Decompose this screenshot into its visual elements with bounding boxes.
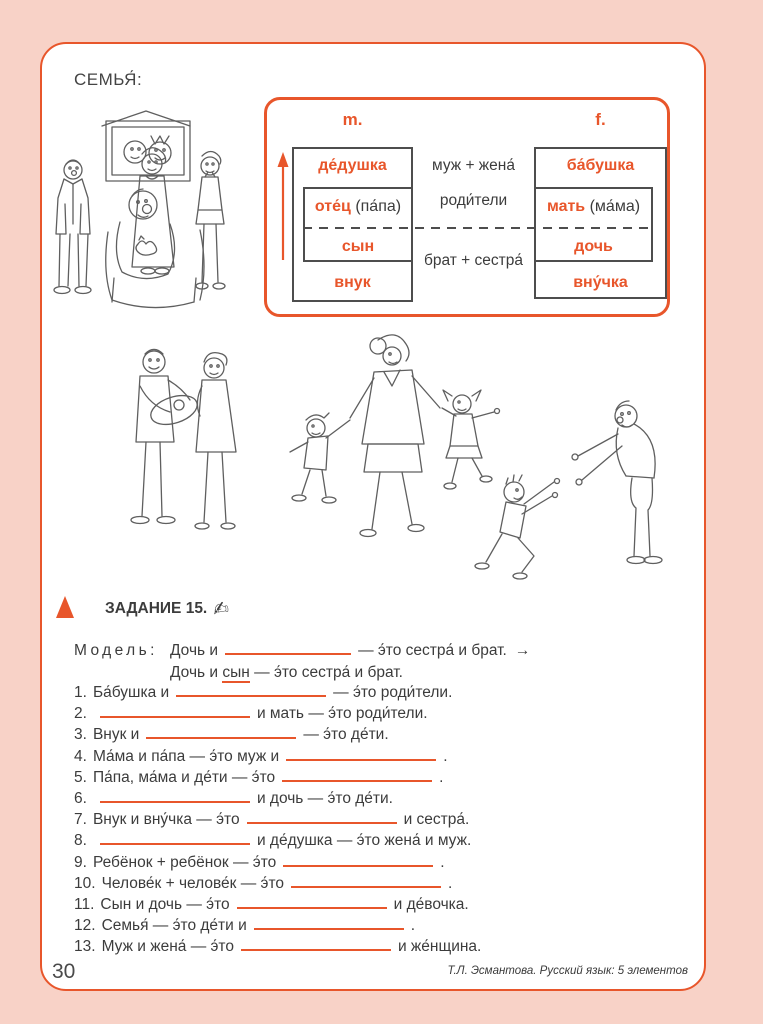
exercise-text-post: . [440,853,445,871]
answer-blank [241,938,391,951]
exercise-text-post: — э́то де́ти. [303,726,389,744]
exercise-item [74,936,481,957]
term-grandfather: де́душка [318,157,387,174]
exercise-text-post: и де́вочка. [393,895,469,913]
exercise-item [74,703,481,724]
term-mother: мать (ма́ма) [546,198,641,215]
exercise-item [74,873,481,894]
answer-blank [282,769,432,782]
exercise-item [74,767,481,788]
model-answer: сын [222,664,250,681]
exercise-text-pre: Ма́ма и па́па — э́то муж и [92,747,280,765]
exercise-text-post: и дочь — э́то де́ти. [256,789,393,807]
footer-credit: Т.Л. Эсмантова. Русский язык: 5 элементов [447,965,688,977]
exercise-item [74,788,481,809]
exercise-item [74,894,481,915]
page-number: 30 [52,960,76,983]
arrow-right-icon: → [514,642,531,659]
exercise-number: 3. [74,726,87,744]
answer-blank [286,748,436,761]
exercise-number: 11. [74,895,95,913]
answer-blank [225,642,351,655]
exercise-text-pre: Семья́ — э́то де́ти и [101,917,247,935]
model-line-1: Дочь и — э́то сестра́ и брат. → [170,642,531,659]
exercise-text-pre: Сын и дочь — э́то [100,895,230,913]
exercise-text-pre: Внук и вну́чка — э́то [92,811,240,829]
term-grandmother: ба́бушка [566,157,635,174]
answer-blank [283,854,433,867]
exercise-text-post: — э́то роди́тели. [333,684,453,701]
term-granddaughter: вну́чка [573,274,628,291]
family-terms-diagram [264,97,670,317]
family-walk-illustration [62,324,702,594]
task-label: ЗАДАНИЕ 15. [105,600,208,617]
exercise-number: 7. [74,811,87,829]
exercise-text-pre: Муж и жена́ — э́то [101,938,234,956]
exercise-text-post: . [439,768,444,786]
exercise-text-pre: Ребёнок + ребёнок — э́то [92,853,277,871]
feminine-header: f. [595,110,606,129]
model-line-2: Дочь и сын — э́то сестра́ и брат. [170,664,403,681]
answer-blank [247,811,397,824]
answer-blank [291,875,441,888]
answer-blank [100,790,250,803]
family-portrait-illustration [50,102,240,314]
answer-blank [100,705,250,718]
writing-hand-icon: ✍ [211,596,231,622]
masculine-header: m. [342,110,363,129]
exercise-text-pre: Ба́бушка и [92,684,170,701]
exercise-number: 5. [74,768,87,786]
page-title: СЕМЬЯ́: [74,70,143,89]
exercise-number: 10. [74,874,96,892]
exercise-list [74,682,481,957]
exercise-item [74,830,481,851]
up-arrow-icon [275,152,291,264]
exercise-item [74,724,481,745]
exercise-item [74,852,481,873]
answer-blank [176,684,326,697]
exercise-text-pre: Внук и [92,726,140,744]
exercise-text-post: . [443,747,448,765]
exercise-number: 6. [74,789,87,807]
term-father: оте́ц (па́па) [314,198,402,215]
term-grandson: внук [334,274,371,291]
exercise-number: 9. [74,853,87,871]
answer-blank [100,832,250,845]
exercise-text-post: . [410,917,416,935]
term-daughter: дочь [574,238,613,255]
exercise-item [74,746,481,767]
label-spouses: муж + жена́ [432,157,515,174]
exercise-text-post: и де́душка — э́то жена́ и муж. [256,832,472,850]
exercise-number: 12. [74,917,96,935]
exercise-text-post: и сестра́. [403,811,470,829]
exercise-text-post: . [448,874,453,892]
exercise-text-post: и мать — э́то роди́тели. [256,705,428,723]
generation-divider-dashed-line [303,227,653,229]
exercise-item [74,682,481,703]
exercise-text-pre: Па́па, ма́ма и де́ти — э́то [92,768,276,786]
exercise-number: 1. [74,684,87,701]
exercise-number: 2. [74,705,87,723]
model-label: Модель: [74,642,158,659]
label-parents: роди́тели [439,192,508,209]
exercise-text-post: и же́нщина. [397,938,482,956]
exercise-number: 4. [74,747,87,765]
exercise-text-pre: Челове́к + челове́к — э́то [101,874,285,892]
term-son: сын [341,238,375,255]
textbook-page [40,42,706,991]
label-siblings: брат + сестра́ [423,252,523,269]
exercise-number: 8. [74,832,87,850]
model-example [74,640,530,684]
exercise-item [74,809,481,830]
answer-blank [254,917,404,930]
section-triangle-marker [56,596,74,618]
exercise-number: 13. [74,938,96,956]
task-header [105,598,229,620]
exercise-item [74,915,481,936]
answer-blank [146,726,296,739]
answer-blank [237,896,387,909]
